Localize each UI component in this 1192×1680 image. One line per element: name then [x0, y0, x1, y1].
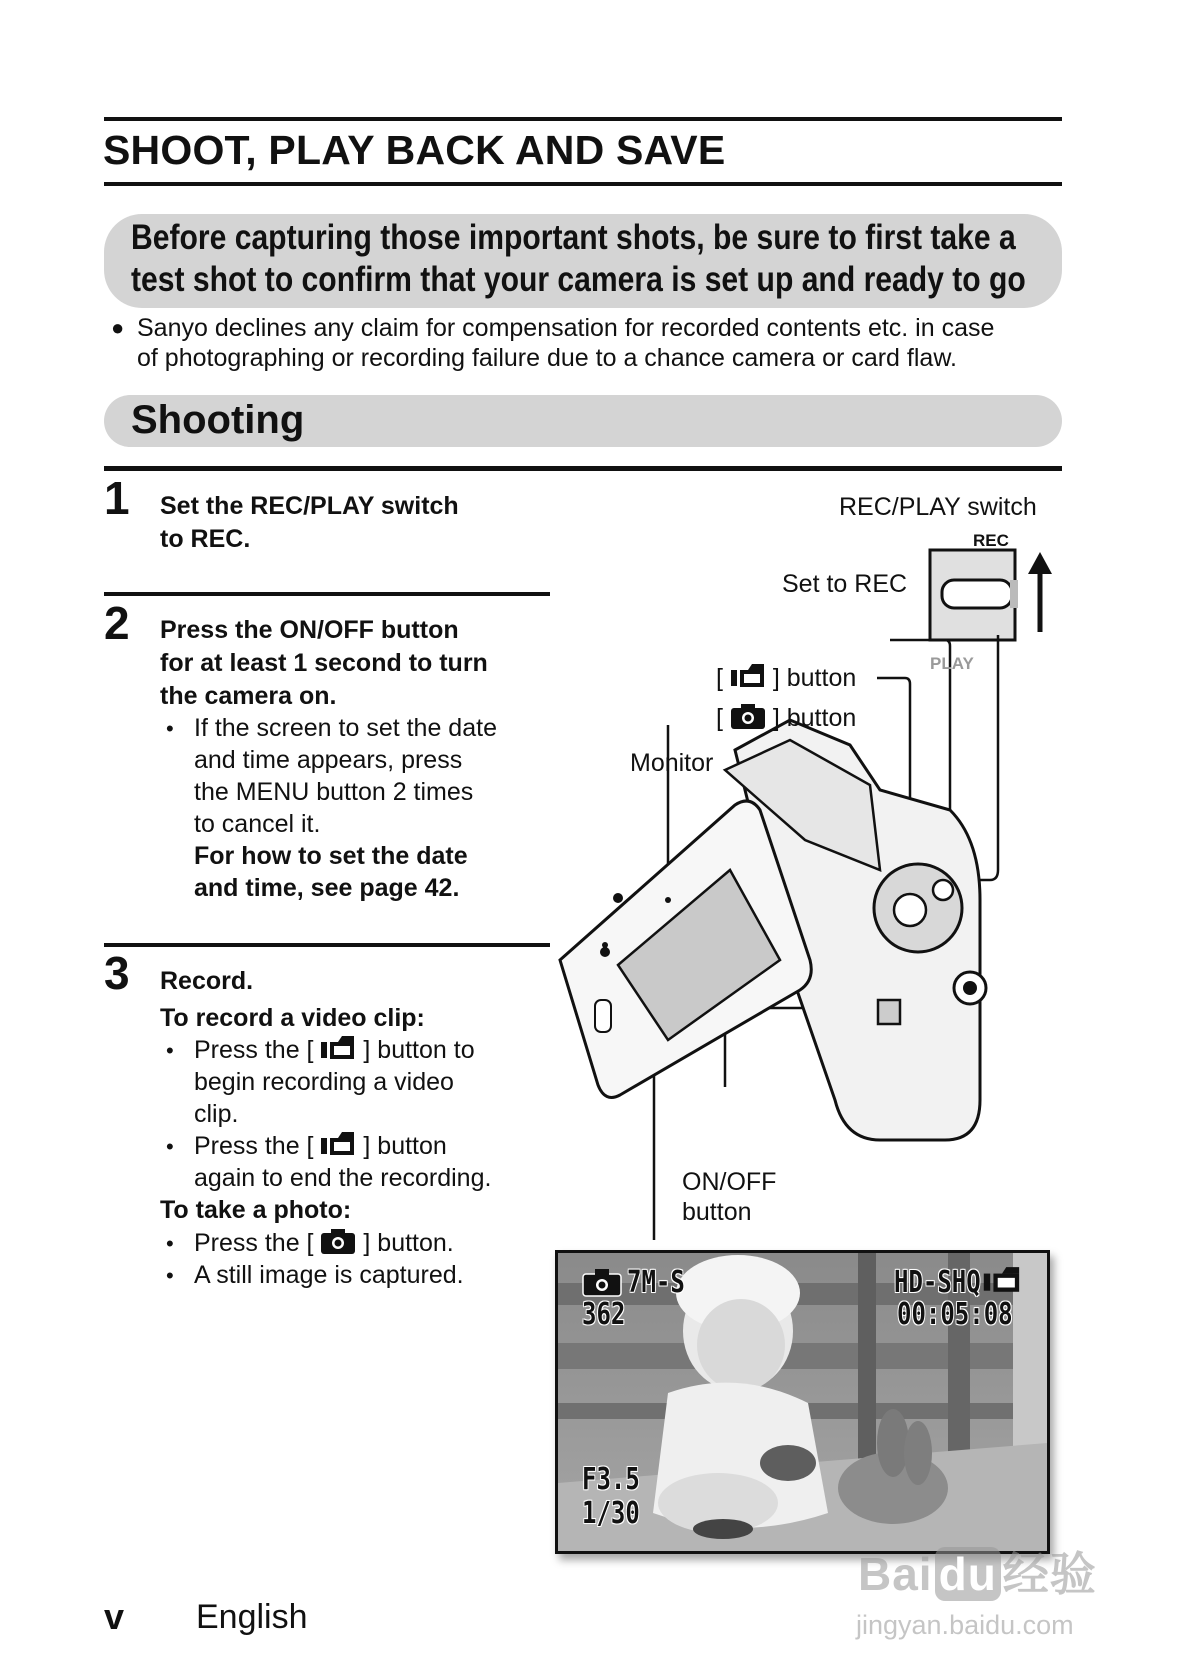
- step-2-title-line-3: the camera on.: [160, 682, 337, 710]
- baidu-watermark-logo: Bai du 经验: [858, 1548, 1097, 1600]
- notice-line-2: of photographing or recording failure due to a chance camera or card flaw.: [137, 344, 957, 372]
- notice-line-1: Sanyo declines any claim for compensation for recorded contents etc. in case: [137, 314, 995, 342]
- header-bottom-rule: [104, 182, 1062, 186]
- step-2-ref-line-1: For how to set the date: [194, 842, 468, 870]
- video-bullet-1-post: ] button to: [363, 1036, 475, 1064]
- lead-line-1: Before capturing those important shots, be sure to first take a: [131, 218, 1016, 257]
- step-2-bullet-dot: •: [166, 716, 174, 741]
- video-camera-icon: [320, 1130, 356, 1166]
- video-bullet-2-line-2: again to end the recording.: [194, 1164, 492, 1192]
- lead-line-2: test shot to confirm that your camera is set up and ready to go: [131, 260, 1026, 299]
- aperture-readout: F3.5: [582, 1462, 640, 1497]
- rec-play-switch-label: REC/PLAY switch: [839, 493, 1037, 521]
- video-camera-icon: [730, 662, 766, 697]
- video-bullet-1-line-3: clip.: [194, 1100, 239, 1128]
- video-camera-icon: [320, 1034, 356, 1070]
- video-heading: To record a video clip:: [160, 1004, 425, 1032]
- steps-top-rule: [104, 466, 1062, 471]
- video-bullet-2-post: ] button: [363, 1132, 447, 1160]
- step-2-title-line-1: Press the ON/OFF button: [160, 616, 459, 644]
- section-title: Shooting: [131, 398, 305, 442]
- photo-bullet-2: A still image is captured.: [194, 1261, 464, 1289]
- onoff-label-line-2: button: [682, 1198, 752, 1226]
- step-3-title: Record.: [160, 967, 254, 995]
- footer-language: English: [196, 1598, 308, 1636]
- step-2-title-line-2: for at least 1 second to turn: [160, 649, 488, 677]
- photo-bullet-1: [194, 1227, 454, 1263]
- shutter-readout: 1/30: [582, 1496, 640, 1531]
- step-2-bullet-line-1: If the screen to set the date: [194, 714, 497, 742]
- step-2-number: 2: [104, 597, 130, 649]
- photo-heading: To take a photo:: [160, 1196, 352, 1224]
- set-to-rec-label: Set to REC: [782, 570, 908, 598]
- video-bullet-1-pre: Press the [: [194, 1036, 314, 1064]
- onoff-label-line-1: ON/OFF: [682, 1168, 777, 1196]
- video-bullet-2-dot: •: [166, 1134, 174, 1159]
- video-bullet-1-line-1: [194, 1034, 475, 1070]
- step-2-rule: [104, 592, 550, 596]
- video-bullet-1-dot: •: [166, 1038, 174, 1063]
- video-bullet-2-line-1: [194, 1130, 447, 1166]
- step-1-title-line-1: Set the REC/PLAY switch: [160, 492, 459, 520]
- video-mode-readout: HD-SHQ: [894, 1265, 981, 1300]
- video-button-label: [716, 662, 856, 697]
- camera-diagram: [550, 540, 1070, 1240]
- baidu-watermark-url: jingyan.baidu.com: [856, 1610, 1074, 1640]
- photo-bullet-1-dot: •: [166, 1231, 174, 1256]
- step-2-ref-line-2: and time, see page 42.: [194, 874, 460, 902]
- rec-label: REC: [973, 531, 1009, 550]
- page-number: v: [104, 1596, 125, 1637]
- bracket-open: [: [716, 704, 723, 732]
- step-2-bullet-line-4: to cancel it.: [194, 810, 321, 838]
- video-camera-icon: [982, 1265, 1022, 1300]
- photo-size-readout: 7M-S: [627, 1265, 685, 1300]
- step-3-number: 3: [104, 947, 130, 999]
- video-bullet-2-pre: Press the [: [194, 1132, 314, 1160]
- page-title: SHOOT, PLAY BACK AND SAVE: [103, 127, 726, 173]
- photo-camera-icon: [320, 1227, 356, 1263]
- photo-bullet-1-pre: Press the [: [194, 1229, 314, 1257]
- monitor-label: Monitor: [630, 749, 714, 777]
- step-3-rule: [104, 943, 550, 947]
- photo-bullet-1-post: ] button.: [363, 1229, 454, 1257]
- lcd-preview: [555, 1250, 1050, 1554]
- step-1-title-line-2: to REC.: [160, 525, 251, 553]
- photo-camera-icon: [730, 702, 766, 737]
- rec-play-switch: [930, 550, 1018, 640]
- shots-remaining-readout: 362: [582, 1297, 626, 1332]
- photo-bullet-2-dot: •: [166, 1263, 174, 1288]
- photo-button-label: [716, 702, 856, 737]
- step-2-bullet-line-2: and time appears, press: [194, 746, 463, 774]
- bracket-open: [: [716, 664, 723, 692]
- time-remaining-readout: 00:05:08: [897, 1297, 1013, 1332]
- photo-button-label-text: ] button: [772, 704, 857, 732]
- notice-bullet: ●: [111, 315, 125, 340]
- step-2-bullet-line-3: the MENU button 2 times: [194, 778, 474, 806]
- monitor-pointer-dot: [600, 947, 610, 957]
- video-bullet-1-line-2: begin recording a video: [194, 1068, 454, 1096]
- arrow-up-icon: [1028, 552, 1052, 632]
- monitor-pointer-dot: [613, 893, 623, 903]
- play-label: PLAY: [930, 654, 974, 673]
- header-top-rule: [104, 117, 1062, 121]
- step-1-number: 1: [104, 472, 130, 524]
- video-button-label-text: ] button: [772, 664, 857, 692]
